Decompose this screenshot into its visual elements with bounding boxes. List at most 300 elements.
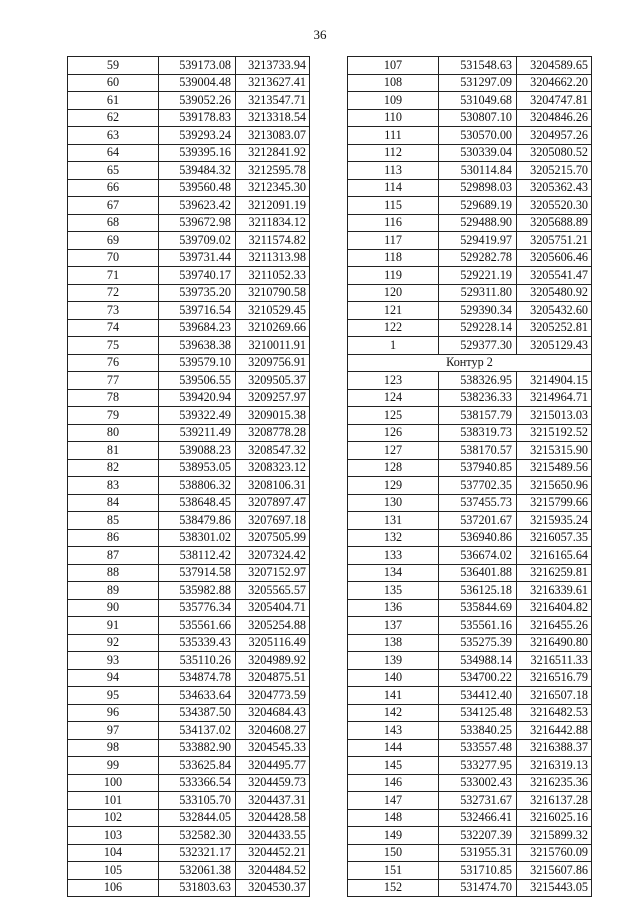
- table-row: [348, 57, 592, 75]
- x-coordinate: 529221.19: [439, 267, 517, 285]
- table-row: [348, 442, 592, 460]
- y-coordinate: 3209505.37: [236, 372, 310, 390]
- point-number: 110: [348, 109, 439, 127]
- y-coordinate: 3210790.58: [236, 284, 310, 302]
- section-row: [348, 354, 592, 372]
- y-coordinate: 3209257.97: [236, 389, 310, 407]
- point-number: 87: [68, 547, 159, 565]
- y-coordinate: 3205432.60: [517, 302, 592, 320]
- y-coordinate: 3204846.26: [517, 109, 592, 127]
- point-number: 136: [348, 599, 439, 617]
- x-coordinate: 534412.40: [439, 687, 517, 705]
- table-row: [68, 827, 310, 845]
- point-number: 69: [68, 232, 159, 250]
- table-row: [68, 372, 310, 390]
- x-coordinate: 530807.10: [439, 109, 517, 127]
- x-coordinate: 539672.98: [159, 214, 236, 232]
- y-coordinate: 3204684.43: [236, 704, 310, 722]
- table-row: [348, 739, 592, 757]
- table-row: [68, 704, 310, 722]
- table-row: [348, 809, 592, 827]
- y-coordinate: 3205252.81: [517, 319, 592, 337]
- table-row: [348, 407, 592, 425]
- point-number: 148: [348, 809, 439, 827]
- x-coordinate: 539623.42: [159, 197, 236, 215]
- x-coordinate: 529898.03: [439, 179, 517, 197]
- point-number: 74: [68, 319, 159, 337]
- y-coordinate: 3215489.56: [517, 459, 592, 477]
- table-row: [348, 74, 592, 92]
- point-number: 141: [348, 687, 439, 705]
- point-number: 94: [68, 669, 159, 687]
- x-coordinate: 532844.05: [159, 809, 236, 827]
- x-coordinate: 535275.39: [439, 634, 517, 652]
- x-coordinate: 531049.68: [439, 92, 517, 110]
- point-number: 63: [68, 127, 159, 145]
- table-row: [348, 652, 592, 670]
- point-number: 129: [348, 477, 439, 495]
- y-coordinate: 3215013.03: [517, 407, 592, 425]
- y-coordinate: 3204433.55: [236, 827, 310, 845]
- table-row: [348, 494, 592, 512]
- table-row: [68, 669, 310, 687]
- y-coordinate: 3208106.31: [236, 477, 310, 495]
- table-row: [348, 162, 592, 180]
- x-coordinate: 539004.48: [159, 74, 236, 92]
- point-number: 118: [348, 249, 439, 267]
- table-row: [348, 267, 592, 285]
- y-coordinate: 3213318.54: [236, 109, 310, 127]
- x-coordinate: 531803.63: [159, 879, 236, 897]
- y-coordinate: 3215192.52: [517, 424, 592, 442]
- y-coordinate: 3205688.89: [517, 214, 592, 232]
- point-number: 147: [348, 792, 439, 810]
- y-coordinate: 3216442.88: [517, 722, 592, 740]
- point-number: 122: [348, 319, 439, 337]
- x-coordinate: 538479.86: [159, 512, 236, 530]
- point-number: 113: [348, 162, 439, 180]
- x-coordinate: 538806.32: [159, 477, 236, 495]
- y-coordinate: 3211574.82: [236, 232, 310, 250]
- table-row: [68, 197, 310, 215]
- x-coordinate: 534387.50: [159, 704, 236, 722]
- x-coordinate: 532061.38: [159, 862, 236, 880]
- table-row: [68, 144, 310, 162]
- table-row: [68, 477, 310, 495]
- point-number: 123: [348, 372, 439, 390]
- table-row: [348, 529, 592, 547]
- y-coordinate: 3216455.26: [517, 617, 592, 635]
- y-coordinate: 3205215.70: [517, 162, 592, 180]
- y-coordinate: 3214904.15: [517, 372, 592, 390]
- point-number: 120: [348, 284, 439, 302]
- x-coordinate: 530339.04: [439, 144, 517, 162]
- x-coordinate: 538326.95: [439, 372, 517, 390]
- table-row: [68, 774, 310, 792]
- table-row: [348, 582, 592, 600]
- x-coordinate: 529390.34: [439, 302, 517, 320]
- point-number: 65: [68, 162, 159, 180]
- x-coordinate: 529228.14: [439, 319, 517, 337]
- y-coordinate: 3204747.81: [517, 92, 592, 110]
- x-coordinate: 534700.22: [439, 669, 517, 687]
- y-coordinate: 3205541.47: [517, 267, 592, 285]
- point-number: 109: [348, 92, 439, 110]
- x-coordinate: 533840.25: [439, 722, 517, 740]
- table-row: [68, 249, 310, 267]
- point-number: 119: [348, 267, 439, 285]
- x-coordinate: 538648.45: [159, 494, 236, 512]
- x-coordinate: 539709.02: [159, 232, 236, 250]
- point-number: 150: [348, 844, 439, 862]
- x-coordinate: 531297.09: [439, 74, 517, 92]
- point-number: 66: [68, 179, 159, 197]
- point-number: 89: [68, 582, 159, 600]
- y-coordinate: 3215315.90: [517, 442, 592, 460]
- point-number: 133: [348, 547, 439, 565]
- y-coordinate: 3214964.71: [517, 389, 592, 407]
- point-number: 97: [68, 722, 159, 740]
- y-coordinate: 3208323.12: [236, 459, 310, 477]
- x-coordinate: 539506.55: [159, 372, 236, 390]
- point-number: 103: [68, 827, 159, 845]
- x-coordinate: 529282.78: [439, 249, 517, 267]
- point-number: 130: [348, 494, 439, 512]
- y-coordinate: 3208778.28: [236, 424, 310, 442]
- point-number: 106: [68, 879, 159, 897]
- x-coordinate: 538236.33: [439, 389, 517, 407]
- x-coordinate: 538301.02: [159, 529, 236, 547]
- table-row: [348, 232, 592, 250]
- x-coordinate: 529488.90: [439, 214, 517, 232]
- table-row: [68, 127, 310, 145]
- table-row: [348, 774, 592, 792]
- y-coordinate: 3205751.21: [517, 232, 592, 250]
- point-number: 117: [348, 232, 439, 250]
- table-row: [68, 687, 310, 705]
- point-number: 82: [68, 459, 159, 477]
- x-coordinate: 535844.69: [439, 599, 517, 617]
- table-row: [348, 284, 592, 302]
- y-coordinate: 3205565.57: [236, 582, 310, 600]
- table-row: [348, 757, 592, 775]
- point-number: 132: [348, 529, 439, 547]
- y-coordinate: 3209015.38: [236, 407, 310, 425]
- y-coordinate: 3207152.97: [236, 564, 310, 582]
- table-row: [348, 512, 592, 530]
- section-label: Контур 2: [348, 354, 592, 372]
- y-coordinate: 3204989.92: [236, 652, 310, 670]
- page-number: 36: [313, 27, 327, 42]
- table-row: [68, 547, 310, 565]
- x-coordinate: 539178.83: [159, 109, 236, 127]
- point-number: 116: [348, 214, 439, 232]
- y-coordinate: 3216259.81: [517, 564, 592, 582]
- x-coordinate: 533625.84: [159, 757, 236, 775]
- point-number: 149: [348, 827, 439, 845]
- point-number: 91: [68, 617, 159, 635]
- point-number: 99: [68, 757, 159, 775]
- point-number: 95: [68, 687, 159, 705]
- x-coordinate: 529311.80: [439, 284, 517, 302]
- table-row: [348, 372, 592, 390]
- x-coordinate: 537914.58: [159, 564, 236, 582]
- left-coordinates-table: [67, 56, 310, 897]
- point-number: 145: [348, 757, 439, 775]
- table-row: [68, 652, 310, 670]
- point-number: 135: [348, 582, 439, 600]
- point-number: 107: [348, 57, 439, 75]
- point-number: 1: [348, 337, 439, 355]
- point-number: 128: [348, 459, 439, 477]
- x-coordinate: 535561.16: [439, 617, 517, 635]
- x-coordinate: 537702.35: [439, 477, 517, 495]
- point-number: 146: [348, 774, 439, 792]
- point-number: 71: [68, 267, 159, 285]
- table-row: [348, 144, 592, 162]
- y-coordinate: 3204428.58: [236, 809, 310, 827]
- y-coordinate: 3204495.77: [236, 757, 310, 775]
- table-row: [68, 582, 310, 600]
- point-number: 64: [68, 144, 159, 162]
- x-coordinate: 538319.73: [439, 424, 517, 442]
- table-row: [68, 722, 310, 740]
- table-row: [68, 302, 310, 320]
- table-row: [348, 109, 592, 127]
- y-coordinate: 3204957.26: [517, 127, 592, 145]
- point-number: 79: [68, 407, 159, 425]
- x-coordinate: 538953.05: [159, 459, 236, 477]
- point-number: 85: [68, 512, 159, 530]
- table-row: [68, 494, 310, 512]
- table-row: [348, 827, 592, 845]
- x-coordinate: 535110.26: [159, 652, 236, 670]
- table-row: [68, 214, 310, 232]
- table-row: [348, 459, 592, 477]
- table-row: [68, 862, 310, 880]
- x-coordinate: 535982.88: [159, 582, 236, 600]
- point-number: 61: [68, 92, 159, 110]
- point-number: 62: [68, 109, 159, 127]
- x-coordinate: 532207.39: [439, 827, 517, 845]
- x-coordinate: 530570.00: [439, 127, 517, 145]
- y-coordinate: 3204452.21: [236, 844, 310, 862]
- table-row: [68, 529, 310, 547]
- y-coordinate: 3208547.32: [236, 442, 310, 460]
- y-coordinate: 3211052.33: [236, 267, 310, 285]
- x-coordinate: 539579.10: [159, 354, 236, 372]
- table-row: [348, 844, 592, 862]
- point-number: 104: [68, 844, 159, 862]
- x-coordinate: 539484.32: [159, 162, 236, 180]
- y-coordinate: 3216235.36: [517, 774, 592, 792]
- table-row: [348, 337, 592, 355]
- y-coordinate: 3216057.35: [517, 529, 592, 547]
- point-number: 134: [348, 564, 439, 582]
- point-number: 140: [348, 669, 439, 687]
- table-row: [68, 739, 310, 757]
- x-coordinate: 539420.94: [159, 389, 236, 407]
- y-coordinate: 3216507.18: [517, 687, 592, 705]
- point-number: 96: [68, 704, 159, 722]
- y-coordinate: 3216511.33: [517, 652, 592, 670]
- y-coordinate: 3216482.53: [517, 704, 592, 722]
- x-coordinate: 533557.48: [439, 739, 517, 757]
- point-number: 144: [348, 739, 439, 757]
- point-number: 101: [68, 792, 159, 810]
- y-coordinate: 3204545.33: [236, 739, 310, 757]
- point-number: 142: [348, 704, 439, 722]
- table-row: [348, 319, 592, 337]
- x-coordinate: 535339.43: [159, 634, 236, 652]
- y-coordinate: 3204589.65: [517, 57, 592, 75]
- point-number: 137: [348, 617, 439, 635]
- x-coordinate: 539173.08: [159, 57, 236, 75]
- x-coordinate: 533105.70: [159, 792, 236, 810]
- point-number: 70: [68, 249, 159, 267]
- y-coordinate: 3216516.79: [517, 669, 592, 687]
- x-coordinate: 534633.64: [159, 687, 236, 705]
- x-coordinate: 539684.23: [159, 319, 236, 337]
- point-number: 88: [68, 564, 159, 582]
- y-coordinate: 3215899.32: [517, 827, 592, 845]
- table-row: [68, 459, 310, 477]
- table-row: [68, 92, 310, 110]
- table-row: [68, 162, 310, 180]
- point-number: 102: [68, 809, 159, 827]
- table-row: [68, 757, 310, 775]
- table-row: [68, 879, 310, 897]
- y-coordinate: 3216490.80: [517, 634, 592, 652]
- y-coordinate: 3216165.64: [517, 547, 592, 565]
- table-row: [68, 442, 310, 460]
- point-number: 143: [348, 722, 439, 740]
- y-coordinate: 3216388.37: [517, 739, 592, 757]
- point-number: 73: [68, 302, 159, 320]
- point-number: 72: [68, 284, 159, 302]
- y-coordinate: 3204608.27: [236, 722, 310, 740]
- y-coordinate: 3215443.05: [517, 879, 592, 897]
- table-row: [68, 354, 310, 372]
- x-coordinate: 532466.41: [439, 809, 517, 827]
- point-number: 108: [348, 74, 439, 92]
- table-row: [68, 599, 310, 617]
- table-row: [68, 337, 310, 355]
- point-number: 86: [68, 529, 159, 547]
- point-number: 139: [348, 652, 439, 670]
- table-row: [68, 74, 310, 92]
- y-coordinate: 3207697.18: [236, 512, 310, 530]
- table-row: [348, 704, 592, 722]
- point-number: 59: [68, 57, 159, 75]
- y-coordinate: 3205116.49: [236, 634, 310, 652]
- table-row: [348, 617, 592, 635]
- x-coordinate: 536674.02: [439, 547, 517, 565]
- table-row: [68, 232, 310, 250]
- y-coordinate: 3204484.52: [236, 862, 310, 880]
- x-coordinate: 532582.30: [159, 827, 236, 845]
- y-coordinate: 3210011.91: [236, 337, 310, 355]
- x-coordinate: 539735.20: [159, 284, 236, 302]
- y-coordinate: 3215760.09: [517, 844, 592, 862]
- x-coordinate: 538157.79: [439, 407, 517, 425]
- y-coordinate: 3213083.07: [236, 127, 310, 145]
- table-row: [68, 792, 310, 810]
- y-coordinate: 3207324.42: [236, 547, 310, 565]
- y-coordinate: 3207505.99: [236, 529, 310, 547]
- x-coordinate: 534874.78: [159, 669, 236, 687]
- x-coordinate: 539560.48: [159, 179, 236, 197]
- table-row: [348, 722, 592, 740]
- x-coordinate: 539740.17: [159, 267, 236, 285]
- table-row: [348, 669, 592, 687]
- table-row: [68, 407, 310, 425]
- x-coordinate: 539731.44: [159, 249, 236, 267]
- point-number: 126: [348, 424, 439, 442]
- table-row: [68, 512, 310, 530]
- table-row: [348, 477, 592, 495]
- point-number: 84: [68, 494, 159, 512]
- x-coordinate: 536401.88: [439, 564, 517, 582]
- y-coordinate: 3215607.86: [517, 862, 592, 880]
- table-row: [348, 214, 592, 232]
- x-coordinate: 533002.43: [439, 774, 517, 792]
- y-coordinate: 3204662.20: [517, 74, 592, 92]
- table-row: [348, 634, 592, 652]
- table-row: [348, 862, 592, 880]
- point-number: 68: [68, 214, 159, 232]
- table-row: [68, 109, 310, 127]
- y-coordinate: 3213547.71: [236, 92, 310, 110]
- y-coordinate: 3215935.24: [517, 512, 592, 530]
- table-row: [348, 879, 592, 897]
- table-row: [68, 634, 310, 652]
- x-coordinate: 539716.54: [159, 302, 236, 320]
- table-row: [348, 792, 592, 810]
- x-coordinate: 533882.90: [159, 739, 236, 757]
- x-coordinate: 535561.66: [159, 617, 236, 635]
- point-number: 124: [348, 389, 439, 407]
- y-coordinate: 3204530.37: [236, 879, 310, 897]
- table-row: [68, 389, 310, 407]
- y-coordinate: 3205606.46: [517, 249, 592, 267]
- point-number: 92: [68, 634, 159, 652]
- y-coordinate: 3205129.43: [517, 337, 592, 355]
- x-coordinate: 532321.17: [159, 844, 236, 862]
- x-coordinate: 534137.02: [159, 722, 236, 740]
- x-coordinate: 539322.49: [159, 407, 236, 425]
- x-coordinate: 539088.23: [159, 442, 236, 460]
- x-coordinate: 537455.73: [439, 494, 517, 512]
- point-number: 121: [348, 302, 439, 320]
- table-row: [68, 844, 310, 862]
- point-number: 138: [348, 634, 439, 652]
- table-row: [68, 564, 310, 582]
- table-row: [348, 564, 592, 582]
- table-row: [348, 302, 592, 320]
- x-coordinate: 530114.84: [439, 162, 517, 180]
- y-coordinate: 3212595.78: [236, 162, 310, 180]
- y-coordinate: 3216404.82: [517, 599, 592, 617]
- point-number: 151: [348, 862, 439, 880]
- table-row: [348, 127, 592, 145]
- x-coordinate: 529689.19: [439, 197, 517, 215]
- y-coordinate: 3215650.96: [517, 477, 592, 495]
- y-coordinate: 3215799.66: [517, 494, 592, 512]
- right-coordinates-table: [347, 56, 592, 897]
- y-coordinate: 3212841.92: [236, 144, 310, 162]
- x-coordinate: 538170.57: [439, 442, 517, 460]
